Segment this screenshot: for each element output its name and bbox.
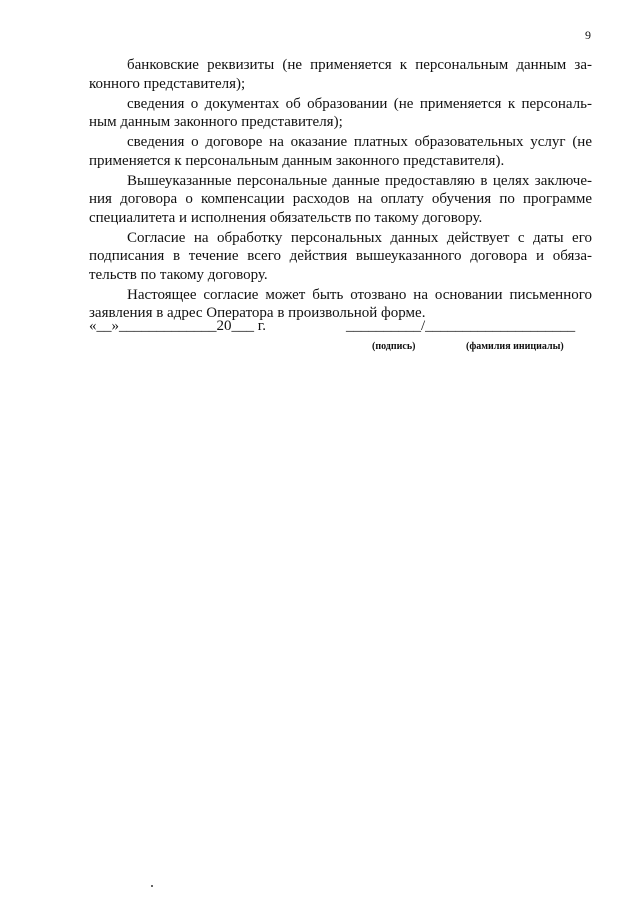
signature-line: __________/____________________ <box>346 318 576 334</box>
paragraph-education-documents: сведения о документах об образовании (не применяется к персональным данным законного представителя); <box>89 95 592 130</box>
scan-speck <box>151 885 153 887</box>
paragraph-revocation: Настоящее согласие может быть отозвано на основании письменного заявления в адрес Оператора в произвольной форме. <box>89 286 592 321</box>
paragraph-purpose: Вышеуказанные персональные данные предоставляю в целях заключения договора о компенсации расходов на оплату обучения по программе специалитета и исполнения обязательств по такому договору. <box>89 172 592 226</box>
signature-caption: (подпись) <box>372 341 416 352</box>
paragraph-contract-info: сведения о договоре на оказание платных образовательных услуг (не применяется к персональным данным законного представителя). <box>89 134 592 169</box>
date-line: «__»_____________20___ г. <box>89 318 266 334</box>
page-number: 9 <box>585 28 591 42</box>
paragraph-consent-validity: Согласие на обработку персональных данных действует с даты его подписания в течение всего действия вышеуказанного договора и обязательств по такому договору. <box>89 229 592 283</box>
name-caption: (фамилия инициалы) <box>466 341 564 352</box>
document-body <box>89 56 592 324</box>
paragraph-bank-details: банковские реквизиты (не применяется к персональным данным законного представителя); <box>89 57 592 92</box>
